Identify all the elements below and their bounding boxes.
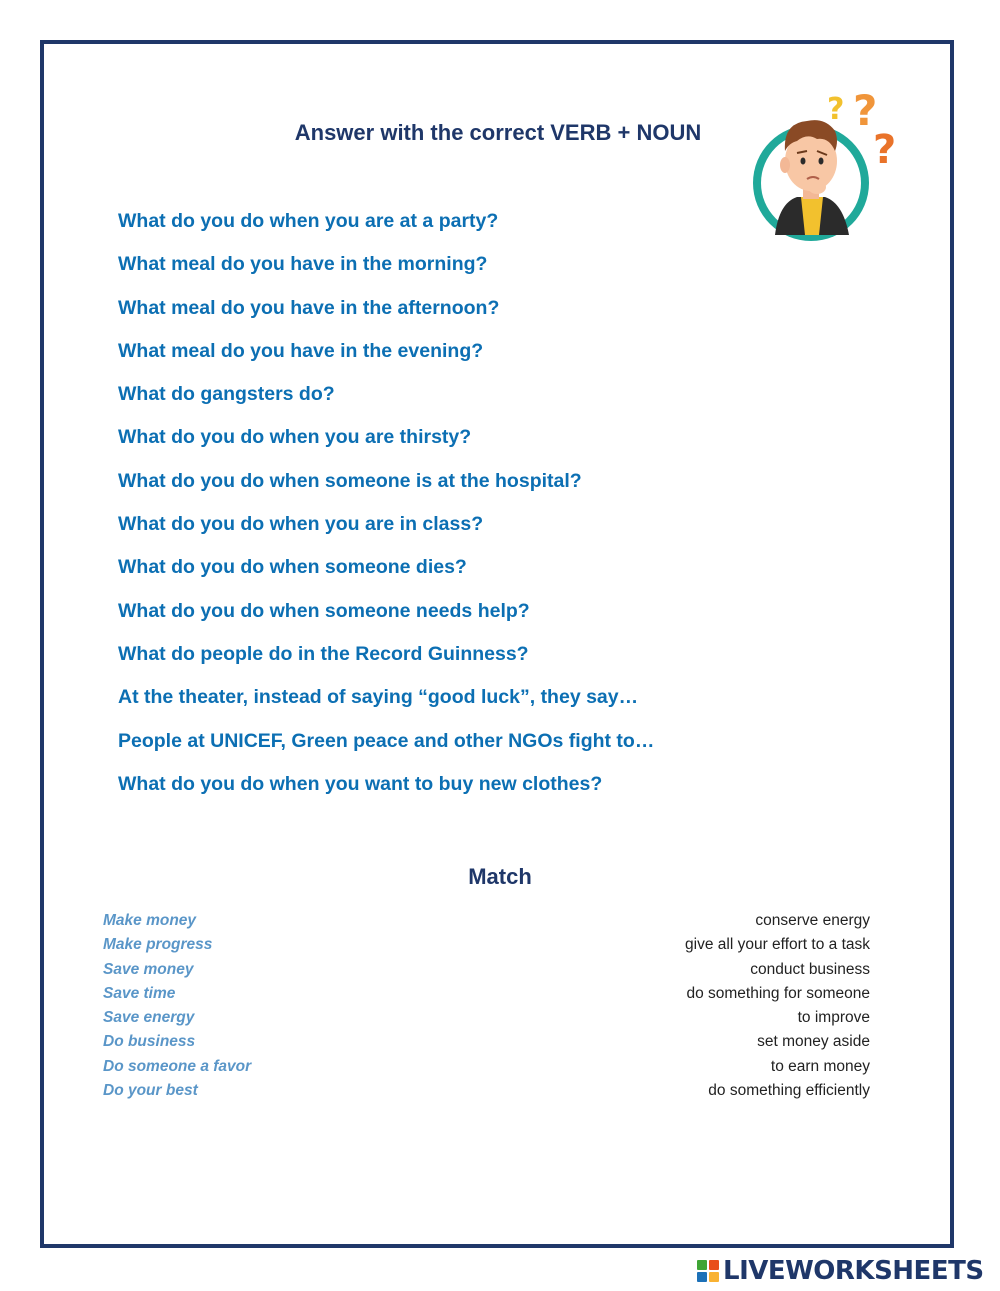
match-left-item[interactable]: Save time: [103, 984, 176, 1002]
match-left-item[interactable]: Do your best: [103, 1082, 198, 1100]
question-item: People at UNICEF, Green peace and other NGOs fight to…: [118, 729, 655, 752]
question-item: What do you do when you are thirsty?: [118, 426, 472, 449]
liveworksheets-logo: [697, 1255, 984, 1287]
question-item: What do gangsters do?: [118, 383, 335, 406]
question-item: What do you do when someone needs help?: [118, 599, 530, 622]
match-right-column: [685, 910, 870, 1104]
question-item: What do you do when someone is at the hospital?: [118, 469, 582, 492]
logo-block: [697, 1260, 707, 1270]
worksheet-title: Answer with the correct VERB + NOUN: [294, 120, 702, 145]
logo-text: LIVEWORKSHEETS: [723, 1256, 984, 1286]
match-left-item[interactable]: Make progress: [103, 936, 213, 954]
match-left-item[interactable]: Do someone a favor: [103, 1057, 252, 1075]
match-right-item[interactable]: conduct business: [750, 960, 870, 978]
question-item: What do you do when you are in class?: [118, 513, 484, 536]
match-right-item[interactable]: to improve: [797, 1009, 870, 1027]
question-item: What do you do when someone dies?: [118, 556, 467, 579]
question-item: What meal do you have in the evening?: [118, 339, 484, 362]
question-item: What meal do you have in the afternoon?: [118, 296, 500, 319]
svg-text:?: ?: [853, 86, 878, 135]
question-item: What do you do when you are at a party?: [118, 210, 499, 232]
logo-block: [697, 1272, 707, 1282]
match-right-item[interactable]: to earn money: [770, 1057, 870, 1075]
match-left-item[interactable]: Save money: [103, 960, 194, 978]
question-item: What meal do you have in the morning?: [118, 253, 488, 276]
match-right-item[interactable]: conserve energy: [755, 912, 870, 929]
match-left-item[interactable]: Do business: [103, 1033, 196, 1051]
logo-block: [709, 1260, 719, 1270]
logo-blocks-icon: [697, 1260, 719, 1282]
match-left-item[interactable]: Make money: [103, 912, 197, 929]
question-list: [118, 207, 654, 813]
svg-text:?: ?: [873, 127, 897, 173]
question-item: What do you do when you want to buy new clothes?: [118, 772, 603, 795]
match-left-column: [103, 910, 251, 1104]
match-right-item[interactable]: give all your effort to a task: [685, 936, 870, 954]
match-left-item[interactable]: Save energy: [103, 1009, 195, 1027]
svg-text:?: ?: [827, 92, 845, 127]
match-right-item[interactable]: do something efficiently: [708, 1082, 870, 1100]
question-item: At the theater, instead of saying “good luck”, they say…: [118, 686, 639, 709]
question-item: What do people do in the Record Guinness?: [118, 642, 529, 665]
match-right-item[interactable]: do something for someone: [686, 984, 870, 1002]
match-right-item[interactable]: set money aside: [757, 1033, 870, 1051]
logo-block: [709, 1272, 719, 1282]
confused-boy-illustration: [745, 85, 915, 250]
match-section-title: Match: [468, 864, 532, 889]
